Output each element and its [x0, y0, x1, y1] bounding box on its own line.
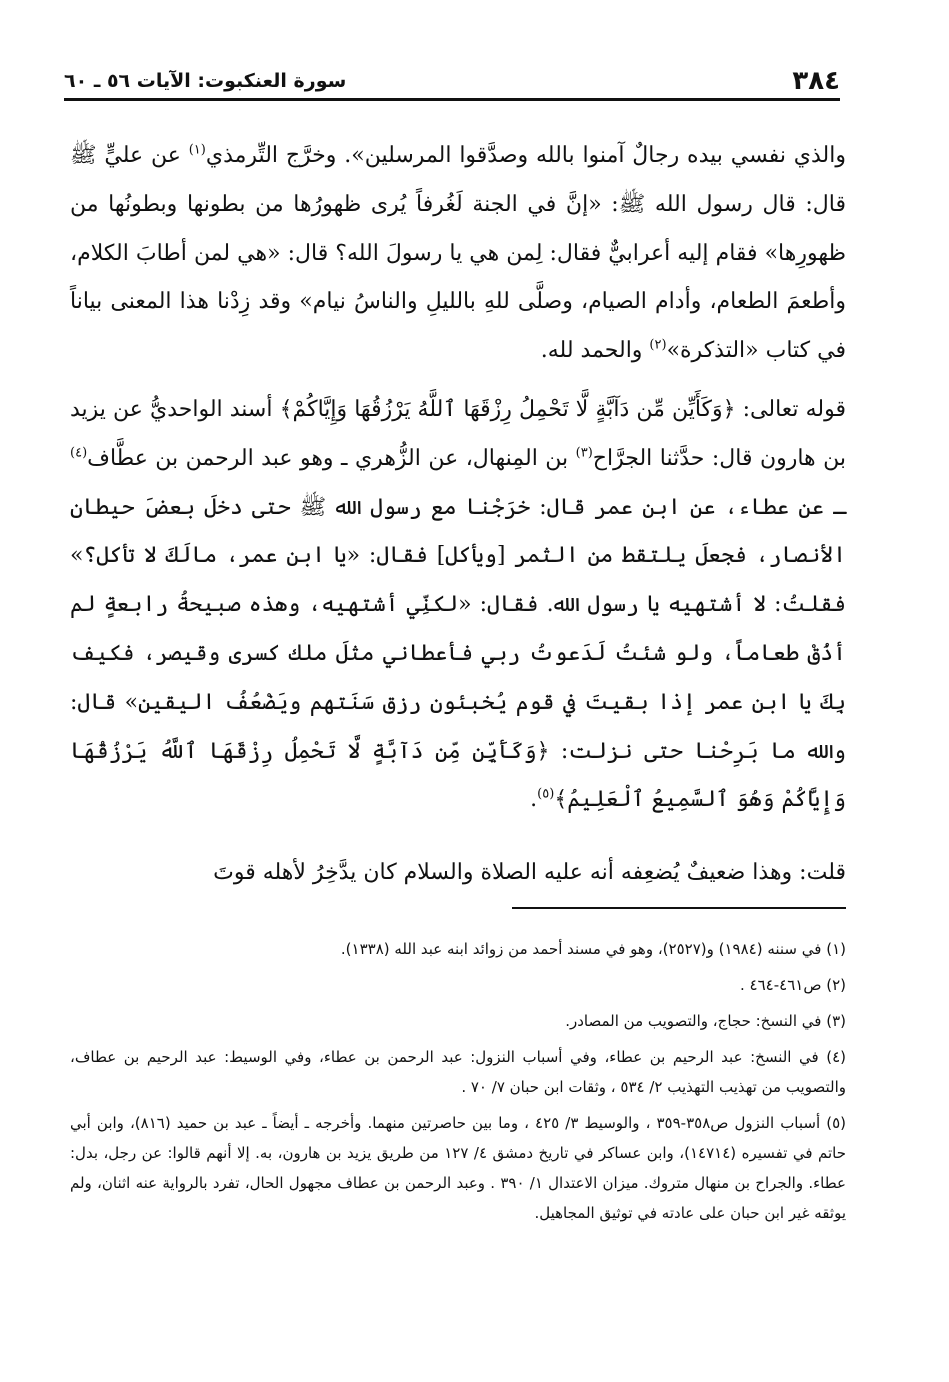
page-number: ٣٨٤: [792, 66, 840, 96]
text-segment: والحمد لله.: [540, 338, 650, 364]
footnote-1: (١) في سننه (١٩٨٤) و(٢٥٢٧)، وهو في مسند أحمد من زوائد ابنه عبد الله (١٣٣٨).: [340, 940, 846, 958]
footnote-5: (٥) أسباب النزول ص٣٥٨-٣٥٩ ، والوسيط ٣/ ٤٢٥ ، وما بين حاصرتين منهما. وأخرجه ـ أيضاً ـ عبد بن حميد (٨١٦)، وابن أبي حاتم في تفسيره (١٤٧١٤)، وابن عساكر في تاريخ دمشق ٤/ ١٢٧ من طريق يزيد بن هارون، به. إلا أنهم قالوا: عن رجل، بدل: عطاء. والجراح بن منهال متروك. ميزان الاعتدال ١/ ٣٩٠ . وعبد الرحمن بن عطاف مجهول الحال، تفرد بالرواية عنه اثنان، ولم يوثقه غير ابن حبان على عادته في توثيق المجاهيل.: [70, 1114, 847, 1222]
footnote-ref-2: (٢): [649, 337, 667, 353]
paragraph-3: [70, 849, 846, 898]
text-segment: عن عليٍّ ﷺ قال: قال رسول الله ﷺ: «إنَّ في الجنة لَغُرفاً يُرى ظهورُها من بطونها وبطونُها من ظهورِها» فقام إليه أعرابيٌّ فقال: لِمن هي يا رسولَ الله؟ قال: «هي لمن أطابَ الكلام، وأطعمَ الطعام، وأدام الصيام، وصلَّى للهِ بالليلِ والناسُ نيام» وقد زِدْنا هذا المعنى بياناً في كتاب «التذكرة»: [70, 143, 846, 364]
quran-verse-2: ﴿وَكَأَيِّن مِّن دَآبَّةٍ لَّا تَحْمِلُ رِزْقَهَا ٱللَّهُ يَرْزُقُهَا وَإِيَّاكُمْ وَهُوَ ٱلسَّمِيعُ ٱلْعَلِيمُ﴾: [70, 738, 846, 813]
quran-verse-1: ﴿وَكَأَيِّن مِّن دَآبَّةٍ لَّا تَحْمِلُ رِزْقَهَا ٱللَّهُ يَرْزُقُهَا وَإِيَّاكُمْ﴾: [279, 396, 736, 422]
paragraph-2: [70, 386, 846, 825]
footnote-2: (٢) ص٤٦١-٤٦٤ .: [740, 976, 846, 994]
text-segment: .: [530, 787, 538, 813]
footnotes: [70, 934, 846, 1234]
footnote-ref-3: (٣): [575, 445, 593, 461]
paragraph-1: [70, 132, 846, 376]
running-title: سورة العنكبوت: الآيات ٥٦ ـ ٦٠: [64, 70, 347, 92]
text-segment: والذي نفسي بيده رجالٌ آمنوا بالله وصدَّقوا المرسلين». وخرَّج التِّرمذي: [205, 143, 846, 168]
footnote-ref-1: (١): [188, 142, 206, 158]
footnote-ref-4: (٤): [70, 445, 88, 461]
header-rule: [64, 98, 840, 101]
footnote-ref-5: (٥): [537, 787, 555, 803]
text-segment: قلت: وهذا ضعيفٌ يُضعِفه أنه عليه الصلاة والسلام كان يدَّخِرُ لأهله قوتَ: [213, 860, 846, 886]
text-segment: قوله تعالى:: [735, 396, 846, 422]
main-text: [70, 132, 846, 898]
footnote-4: (٤) في النسخ: عبد الرحيم بن عطاء، وفي أسباب النزول: عبد الرحمن بن عطاء، وفي الوسيط: عبد الرحيم بن عطاف، والتصويب من تهذيب التهذيب ٢/ ٥٣٤ ، وثقات ابن حبان ٧/ ٧٠ .: [70, 1048, 846, 1096]
text-segment: أسند الواحديُّ عن يزيد بن هارون قال: حدَّثنا الجرَّاح: [70, 396, 847, 471]
page-header: [64, 56, 840, 96]
text-segment: ـ عن عطاء، عن ابن عمر قال: خرَجْنا مع رسول الله ﷺ حتى دخلَ بعضَ حيطان الأنصار، فجعلَ يلتقط من الثمر [ويأكل] فقال: «يا ابن عمر، مالَكَ لا تأكل؟» فقلتُ: لا أشتهيه يا رسول الله. فقال: «لكنِّي أشتهيه، وهذه صبيحةُ رابعةٍ لم أذُقْ طعاماً، ولو شئتُ لَدَعوتُ ربي فأعطاني مثلَ ملك كسرى وقيصر، فكيف بِكَ يا ابن عمر إذا بقيتَ في قوم يُخبئون رزق سَنَتهم ويَضْعُفُ اليقين» قال: والله ما بَرِحْنا حتى نزلت:: [70, 494, 846, 764]
text-segment: بن المِنهال، عن الزُّهري ـ وهو عبد الرحمن بن عطَّاف: [87, 445, 576, 471]
footnote-separator: [512, 907, 846, 909]
footnote-3: (٣) في النسخ: حجاج، والتصويب من المصادر.: [565, 1012, 846, 1030]
